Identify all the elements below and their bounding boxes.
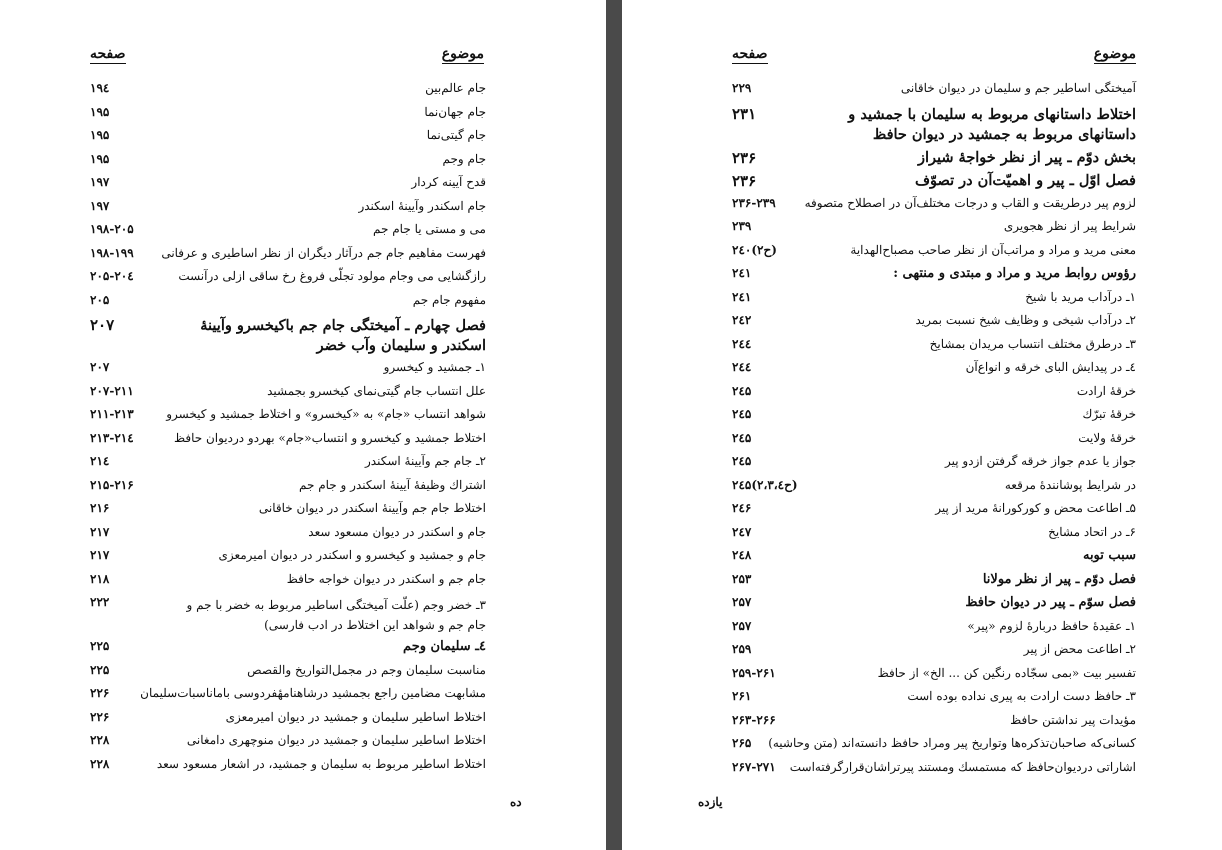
toc-row (732, 545, 1136, 569)
toc-row (90, 707, 486, 731)
toc-page-number: ۲۱۱-۲۱۳ (90, 407, 134, 421)
toc-topic: رؤوس روابط مرید و مراد و مبتدی و منتهی : (893, 266, 1136, 281)
toc-topic: فهرست مفاهیم جام جم درآثار دیگران از نظر اساطیری و عرفانی (161, 245, 486, 260)
toc-page-number: ۱۹۸-۱۹۹ (90, 245, 134, 260)
toc-topic: رازگشایی می وجام مولود تجلّی فروغ رخ ساقی ازلی درآنست (178, 269, 486, 283)
toc-row (90, 149, 486, 173)
toc-page-number: ۲۰٤-۲۰۵ (90, 269, 134, 283)
toc-page-number: ۱۹۵ (90, 128, 110, 142)
toc-page-number: ۲۶۱ (732, 689, 752, 703)
toc-page-number: ۲٤۵ (732, 430, 752, 445)
toc-row (732, 263, 1136, 287)
toc-row (732, 169, 1136, 193)
toc-topic: ۱ـ عقیدهٔ حافظ دربارهٔ لزوم «پیر» (967, 618, 1136, 633)
toc-row (732, 733, 1136, 757)
toc-page-number: ۲۰۷ (90, 360, 110, 374)
toc-page-number: ۲۲۲ (90, 595, 110, 609)
left-header-page: صفحه (90, 46, 126, 62)
toc-row (732, 146, 1136, 170)
toc-row (732, 639, 1136, 663)
toc-page-number: ۲٤۲ (732, 313, 752, 327)
toc-row (90, 219, 486, 243)
toc-topic: در شرایط پوشانندهٔ مرقعه (1004, 477, 1136, 492)
toc-page-number: ۲٤۸ (732, 548, 752, 562)
toc-row (732, 616, 1136, 640)
toc-row (90, 243, 486, 267)
toc-topic: اختلاط اساطیر مربوط به سلیمان و جمشید، در اشعار مسعود سعد (156, 756, 486, 771)
toc-page-number: ۲۰۷ (90, 316, 115, 334)
toc-topic: ٤ـ سلیمان وجم (403, 639, 486, 654)
toc-row (90, 636, 486, 660)
toc-page-number: ۲٤۱ (732, 289, 752, 304)
toc-page-number: ۲۲۸ (90, 756, 110, 771)
toc-page-number: ۱۹۷ (90, 175, 110, 189)
toc-topic: بخش دوّم ـ پیر از نظر خواجهٔ شیراز (917, 148, 1136, 166)
toc-row (90, 172, 486, 196)
toc-topic: شرایط پیر از نظر هجویری (1003, 219, 1136, 233)
toc-page-number: ۲۲۶ (90, 709, 110, 724)
toc-row (90, 475, 486, 499)
toc-row (90, 683, 486, 707)
toc-page-number: ۲٤۵ (732, 407, 752, 421)
toc-page-number: ۱۹۷ (90, 198, 110, 213)
toc-row (90, 451, 486, 475)
toc-topic: خرقهٔ تبرّك (1082, 407, 1136, 421)
book-gutter (606, 0, 622, 850)
toc-row (732, 310, 1136, 334)
toc-page-number: ۲۲۸ (90, 733, 110, 747)
toc-topic: جام و اسکندر در دیوان مسعود سعد (308, 524, 486, 539)
toc-topic: ۲ـ جام جم وآیینهٔ اسکندر (364, 454, 486, 468)
toc-topic: جام اسکندر وآیینهٔ اسکندر (358, 198, 486, 213)
toc-row (732, 522, 1136, 546)
toc-row (90, 78, 486, 102)
toc-page-number: ۲۵۹-۲۶۱ (732, 665, 776, 680)
toc-page-number: ۱۹٤ (90, 81, 110, 95)
toc-page-number: ۲۲۵ (90, 662, 110, 677)
toc-topic: ۱ـ جمشید و کیخسرو (383, 360, 486, 374)
right-page (622, 0, 1222, 850)
toc-row (90, 592, 486, 636)
toc-page-number: ۲۳۶-۲۳۹ (732, 195, 776, 210)
toc-topic: ۳ـ حافظ دست ارادت به پیری نداده بوده است (907, 689, 1136, 703)
toc-topic: جام و جمشید و کیخسرو و اسکندر در دیوان امیرمعزی (218, 548, 486, 562)
toc-topic: ۵ـ اطاعت محض و کورکورانهٔ مرید از پیر (935, 501, 1136, 515)
toc-page-number: ۲۱٤ (90, 454, 110, 468)
toc-row (90, 754, 486, 778)
toc-page-number: ۱۹۵ (90, 104, 110, 119)
toc-page-number: ۲٤۵ (732, 454, 752, 468)
toc-page-number: ۱۹۵ (90, 151, 110, 166)
toc-page-number: ۲۱۷ (90, 524, 110, 539)
toc-topic: اشتراك وظیفهٔ آیینهٔ اسکندر و جام جم (299, 477, 486, 492)
toc-topic: فصل سوّم ـ پیر در دیوان حافظ (965, 595, 1136, 610)
toc-page-number: ۲۰۵ (90, 292, 110, 307)
toc-row (90, 102, 486, 126)
toc-page-number: ۲۵۹ (732, 642, 752, 656)
toc-page-number: ۲٤٤ (732, 336, 752, 351)
toc-row (732, 428, 1136, 452)
toc-row (732, 240, 1136, 264)
toc-row (90, 357, 486, 381)
toc-topic: اختلاط اساطیر سلیمان و جمشید در دیوان امیرمعزی (225, 709, 486, 724)
toc-topic: جواز یا عدم جواز خرقه گرفتن ازدو پیر (945, 454, 1136, 468)
toc-row (732, 102, 1136, 146)
toc-topic: جام جهان‌نما (424, 104, 486, 119)
right-header-page: صفحه (732, 46, 768, 62)
toc-row (732, 287, 1136, 311)
toc-page-number: ۲۵۷ (732, 595, 752, 609)
toc-row (732, 193, 1136, 217)
toc-row (732, 357, 1136, 381)
toc-topic: اختلاط اساطیر سلیمان و جمشید در دیوان منوچهری دامغانی (186, 733, 486, 747)
toc-row (732, 216, 1136, 240)
toc-page-number: ۲۱۵-۲۱۶ (90, 477, 134, 492)
toc-topic: ۱ـ درآداب مرید با شیخ (1025, 289, 1136, 304)
toc-row (732, 569, 1136, 593)
toc-row (732, 404, 1136, 428)
toc-topic: جام عالم‌بین (425, 81, 486, 95)
toc-topic: اشاراتی دردیوان‌حافظ که مستمسك ومستند پیرتراشان‌قرار‌گرفته‌است (789, 759, 1136, 774)
toc-row (732, 663, 1136, 687)
toc-topic: می و مستی یا جام جم (373, 222, 486, 236)
toc-row (90, 428, 486, 452)
toc-row (732, 686, 1136, 710)
toc-topic: ۲ـ درآداب شیخی و وظایف شیخ نسبت بمرید (915, 313, 1136, 327)
toc-topic: معنی مرید و مراد و مراتب‌آن از نظر صاحب مصباح‌الهدایة (850, 242, 1136, 257)
toc-topic: فصل چهارم ـ آمیختگی جام جم باکیخسرو وآیینهٔ اسکندر و سلیمان وآب خضر (200, 317, 486, 354)
toc-page-number: ۲۱۳-۲۱٤ (90, 430, 134, 445)
toc-topic: شواهد انتساب «جام» به «کیخسرو» و اختلاط جمشید و کیخسرو (166, 407, 486, 421)
toc-page-number: ۲۶۵ (732, 736, 752, 750)
toc-page-number: ۲٤۵ (732, 383, 752, 398)
toc-row (732, 498, 1136, 522)
left-page (0, 0, 606, 850)
toc-page-number: ۲۵۳ (732, 571, 752, 586)
toc-topic: اختلاط جام جم وآیینهٔ اسکندر در دیوان خاقانی (258, 501, 486, 515)
toc-page-number: ۲۳۹ (732, 219, 752, 233)
right-header-topic: موضوع (1093, 46, 1136, 62)
toc-row (732, 381, 1136, 405)
toc-topic: ۳ـ خضر وجم (علّت آمیختگی اساطیر مربوط به خضر با جم و جام جم و شواهد این اختلاط در ادب فارسی) (186, 598, 486, 632)
toc-row (90, 125, 486, 149)
toc-page-number: ۲٤۷ (732, 524, 752, 539)
toc-row (90, 266, 486, 290)
toc-page-number: ۲۳۶ (732, 148, 757, 167)
toc-page-number: ۲۲۵ (90, 639, 110, 653)
toc-topic: فصل دوّم ـ پیر از نظر مولانا (982, 571, 1136, 587)
toc-row (90, 498, 486, 522)
toc-page-number: ۲۳۶ (732, 172, 757, 190)
toc-page-number: ۲۱۶ (90, 501, 110, 515)
toc-topic: کسانی‌که صاحبان‌تذکره‌ها وتواریخ پیر ومراد حافظ دانسته‌اند (متن وحاشیه) (768, 736, 1136, 750)
toc-topic: جام گیتی‌نما (426, 128, 486, 142)
toc-page-number: ۲٤۱ (732, 266, 752, 280)
toc-row (90, 522, 486, 546)
toc-page-number: ۲۰۷-۲۱۱ (90, 383, 134, 398)
right-toc-list (732, 78, 1136, 780)
toc-topic: مشابهت مضامین راجع بجمشید درشاهنامهٔفردوسی باماناسبات‌سلیمان (140, 686, 486, 700)
toc-topic: فصل اوّل ـ پیر و اهمیّت‌آن در تصوّف (915, 172, 1136, 189)
left-toc-list (90, 78, 486, 777)
toc-topic: ۳ـ درطرق مختلف انتساب مریدان بمشایخ (929, 336, 1136, 351)
left-page-number: ده (510, 795, 522, 809)
toc-topic: سبب توبه (1082, 548, 1136, 563)
toc-row (732, 451, 1136, 475)
toc-row (90, 660, 486, 684)
toc-page-number: ۲۳۱ (732, 104, 757, 123)
toc-row (90, 730, 486, 754)
toc-topic: اختلاط داستانهای مربوط به سلیمان با جمشید و داستانهای مربوط به جمشید در دیوان حافظ (848, 105, 1136, 143)
toc-topic: اختلاط جمشید و کیخسرو و انتساب«جام» بهردو دردیوان حافظ (173, 430, 486, 445)
toc-row (90, 545, 486, 569)
toc-topic: ۲ـ اطاعت محض از پیر (1023, 642, 1136, 656)
toc-row (90, 196, 486, 220)
toc-row (732, 78, 1136, 102)
toc-page-number: ۲۵۷ (732, 618, 752, 633)
toc-row (90, 404, 486, 428)
toc-topic: ۶ـ در اتحاد مشایخ (1048, 524, 1136, 539)
toc-page-number: (ح۲)۲٤۰ (732, 242, 777, 257)
toc-page-number: ۲۱۷ (90, 548, 110, 562)
toc-topic: مناسبت سلیمان وجم در مجمل‌التواریخ والقصص (247, 662, 486, 677)
toc-row (732, 710, 1136, 734)
toc-topic: تفسیر بیت «بمی سجّاده رنگین کن ... الخ» از حافظ (877, 665, 1136, 680)
toc-topic: جام جم و اسکندر در دیوان خواجه حافظ (286, 571, 486, 586)
toc-page-number: ۲۶۷-۲۷۱ (732, 759, 776, 774)
toc-row (90, 381, 486, 405)
toc-row (90, 313, 486, 357)
toc-page-number: ۲٤۶ (732, 501, 752, 515)
toc-page-number: ۲۲۹ (732, 81, 752, 95)
toc-topic: جام وجم (442, 151, 486, 166)
toc-row (732, 592, 1136, 616)
toc-topic: ٤ـ در پیدایش البای خرقه و انواع‌آن (965, 360, 1136, 374)
toc-row (90, 569, 486, 593)
toc-page-number: ۲۱۸ (90, 571, 110, 586)
toc-topic: مؤیدات پیر نداشتن حافظ (1010, 712, 1136, 727)
toc-topic: خرقهٔ ولایت (1078, 430, 1136, 445)
toc-topic: مفهوم جام جم (412, 292, 486, 307)
toc-row (732, 475, 1136, 499)
toc-page-number: ۲۶۳-۲۶۶ (732, 712, 776, 727)
toc-row (732, 334, 1136, 358)
toc-topic: علل انتساب جام گیتی‌نمای کیخسرو بجمشید (267, 383, 486, 398)
toc-page-number: (ح۲،۳،٤)۲٤۵ (732, 477, 798, 492)
toc-topic: قدح آیینه کردار (411, 175, 486, 189)
toc-row (732, 757, 1136, 781)
toc-topic: آمیختگی اساطیر جم و سلیمان در دیوان خاقانی (900, 81, 1136, 95)
toc-page-number: ۲۲۶ (90, 686, 110, 700)
toc-topic: لزوم پیر درطریقت و القاب و درجات مختلف‌آن در اصطلاح متصوفه (804, 195, 1136, 210)
toc-page-number: ۲٤٤ (732, 360, 752, 374)
toc-topic: خرقهٔ ارادت (1076, 383, 1136, 398)
toc-row (90, 290, 486, 314)
toc-page-number: ۱۹۸-۲۰۵ (90, 222, 134, 236)
left-header-topic: موضوع (441, 46, 484, 62)
right-page-number: یازده (698, 795, 723, 809)
